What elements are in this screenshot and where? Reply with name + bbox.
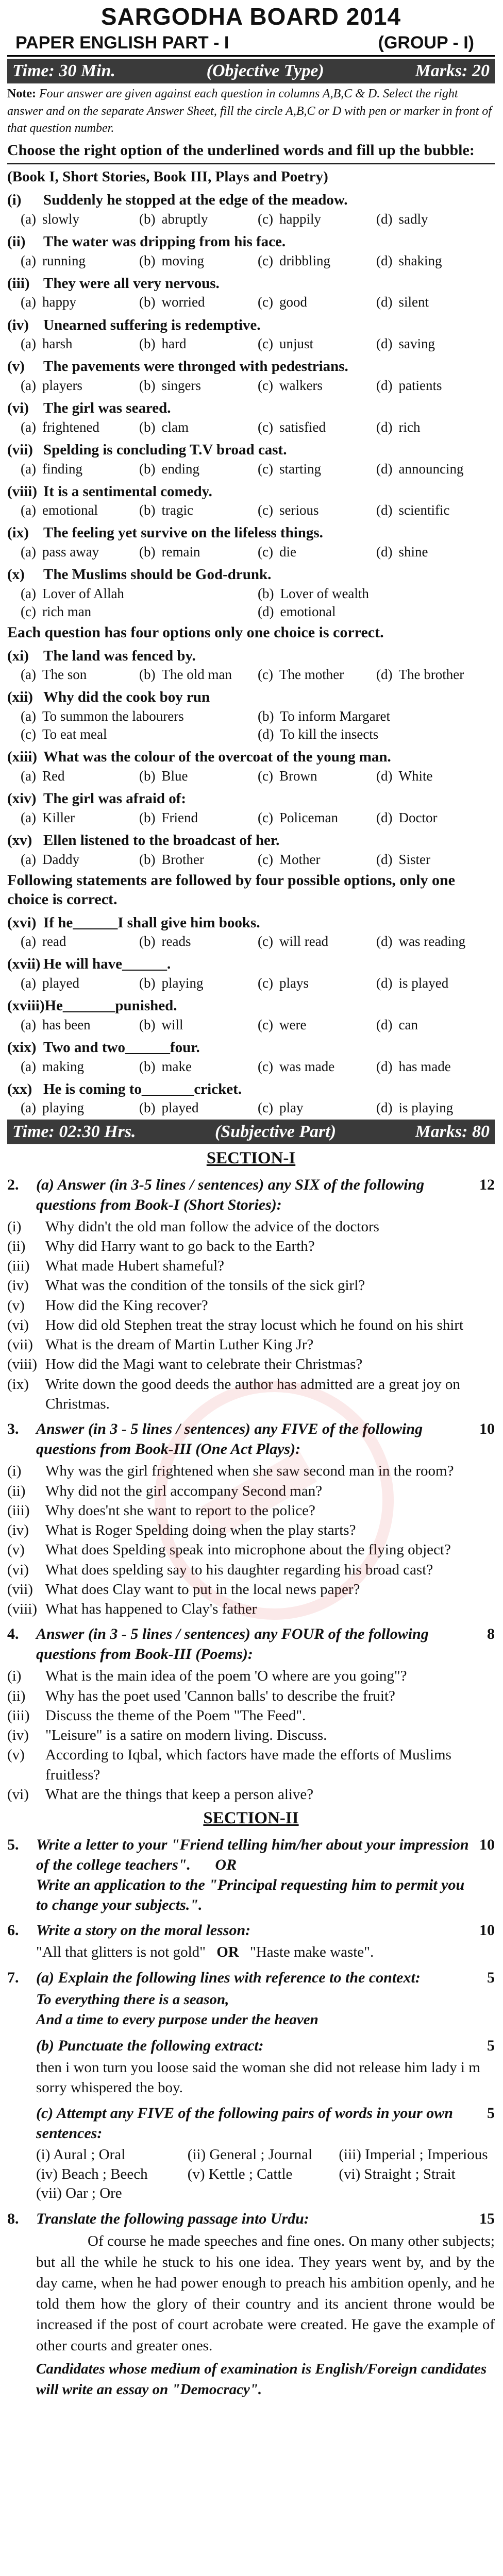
sub-question: (vi) How did old Stephen treat the stray locust which he found on his shirt: [7, 1316, 464, 1333]
question-group-b: [7, 647, 495, 684]
instruction-1: Choose the right option of the underlined words and fill up the bubble:: [7, 142, 475, 159]
sub-question: (iv) What is Roger Spelding doing when the play starts?: [7, 1522, 356, 1539]
question-group-d: [7, 913, 495, 1117]
option-b[interactable]: (b) To inform Margaret: [258, 708, 391, 724]
option-c[interactable]: (c) satisfied: [258, 419, 326, 435]
question-stem: The feeling yet survive on the lifeless things.: [43, 524, 323, 541]
question-number: (xiv): [7, 790, 37, 807]
option-b[interactable]: (b) played: [139, 1100, 199, 1116]
sub-question: (ii) Why did not the girl accompany Second man?: [7, 1482, 323, 1499]
option-a[interactable]: (a) playing: [21, 1100, 84, 1116]
q5-letter: Write a letter to your "Friend telling him/her about your impression of the college teachers".: [36, 1836, 469, 1874]
option-b[interactable]: (b) abruptly: [139, 211, 208, 227]
q6-heading: 6. Write a story on the moral lesson: 10: [7, 1920, 495, 1940]
question-number: (xvii): [7, 956, 41, 973]
question-number: (xiii): [7, 749, 37, 766]
option-d[interactable]: (d) Sister: [376, 851, 430, 867]
question-number: (viii): [7, 483, 37, 500]
question-stem: The land was fenced by.: [43, 647, 196, 664]
sub-question: (vi) What are the things that keep a person alive?: [7, 1786, 314, 1803]
option-d[interactable]: (d) silent: [376, 294, 429, 310]
option-c[interactable]: (c) Brown: [258, 768, 317, 784]
question-number: (xviii): [7, 997, 45, 1014]
q8-passage: Of course he made speeches and fine ones. On many other subjects; but all the while he stuck to his one idea. They years went by, and by the day came, when he had power enough to preach his ambition openly, and he told them how the glory of their country and its ancient throne would be increased if the post of court acrobate were created. He gave the example of other courts and greater ones.: [36, 2232, 495, 2354]
mcq-question: [7, 831, 495, 869]
question-stem: He_______punished.: [44, 997, 177, 1014]
board-title: SARGODHA BOARD 2014: [100, 3, 401, 30]
question-x: [7, 565, 495, 621]
objective-time: Time: 30 Min.: [12, 61, 115, 81]
word-pair: (i) Aural ; Oral: [36, 2146, 126, 2163]
question-stem: The girl was seared.: [43, 400, 171, 417]
question-number: (xii): [7, 689, 33, 706]
option-c[interactable]: (c) walkers: [258, 378, 323, 394]
option-d[interactable]: (d) To kill the insects: [258, 726, 379, 742]
q7a-heading: 7. (a) Explain the following lines with reference to the context: 5: [7, 1968, 495, 1988]
option-c[interactable]: (c) To eat meal: [21, 726, 107, 742]
question-stem: The pavements were thronged with pedestrians.: [43, 358, 348, 375]
q7b-marks: 5: [487, 2037, 495, 2054]
sub-question: (vii) What does Clay want to put in the local news paper?: [7, 1581, 360, 1598]
mcq-question: [7, 955, 495, 992]
option-c[interactable]: (c) Policeman: [258, 809, 338, 825]
subjective-time: Time: 02:30 Hrs.: [12, 1122, 136, 1141]
q2-items: [7, 1217, 495, 1414]
question-group-a: [7, 191, 495, 561]
option-c[interactable]: (c) unjust: [258, 336, 313, 352]
option-d[interactable]: (d) patients: [376, 378, 442, 394]
sub-question: (v) What does Spelding speak into microphone about the flying object?: [7, 1541, 451, 1558]
mcq-question: [7, 440, 495, 478]
question-stem: He is coming to_______cricket.: [43, 1080, 242, 1097]
mcq-question: [7, 523, 495, 561]
mcq-question: [7, 748, 495, 785]
question-number: (iv): [7, 316, 29, 333]
word-pair: (iv) Beach ; Beech: [36, 2165, 148, 2182]
question-number: (v): [7, 358, 25, 375]
option-d[interactable]: (d) can: [376, 1016, 418, 1032]
mcq-question: [7, 357, 495, 395]
option-c[interactable]: (c) were: [258, 1016, 307, 1032]
question-number: (xx): [7, 1080, 32, 1097]
question-stem: Why did the cook boy run: [43, 689, 210, 706]
mcq-question: [7, 232, 495, 270]
question-stem: The water was dripping from his face.: [43, 233, 286, 250]
q6-option-2: "Haste make waste".: [249, 1944, 374, 1961]
q5-marks: 10: [479, 1836, 495, 1854]
option-b[interactable]: (b) clam: [139, 419, 189, 435]
q4-heading: 4. Answer (in 3 - 5 lines / sentences) any FOUR of the following questions from Book-III (Poems): 8: [7, 1624, 495, 1664]
option-d[interactable]: (d) Doctor: [376, 809, 438, 825]
option-b[interactable]: (b) moving: [139, 252, 204, 268]
question-stem: He will have______.: [43, 956, 171, 973]
option-b[interactable]: (b) ending: [139, 461, 199, 477]
option-d[interactable]: (d) was reading: [376, 934, 466, 950]
q6-options: [7, 1942, 495, 1962]
q6-marks: 10: [479, 1922, 495, 1939]
section-2-heading: SECTION-II: [203, 1809, 299, 1828]
subjective-bar: [7, 1120, 495, 1144]
question-stem: What was the colour of the overcoat of the young man.: [43, 749, 391, 766]
books-heading: (Book I, Short Stories, Book III, Plays and Poetry): [7, 168, 328, 185]
option-d[interactable]: (d) has made: [376, 1058, 451, 1074]
option-a[interactable]: (a) Killer: [21, 809, 75, 825]
question-group-c: [7, 748, 495, 868]
option-b[interactable]: (b) The old man: [139, 667, 232, 683]
option-c[interactable]: (c) plays: [258, 975, 309, 991]
option-a[interactable]: (a) played: [21, 975, 79, 991]
question-stem: The Muslims should be God-drunk.: [43, 566, 272, 583]
question-stem: Unearned suffering is redemptive.: [43, 316, 261, 333]
q3-title: Answer (in 3 - 5 lines / sentences) any FIVE of the following questions from Book-III (One Act Plays):: [36, 1420, 423, 1458]
q7c-pairs: [7, 2145, 495, 2204]
sub-question: (iv) "Leisure" is a satire on modern living. Discuss.: [7, 1727, 327, 1744]
question-stem: They were all very nervous.: [43, 275, 220, 292]
subjective-marks: Marks: 80: [415, 1122, 490, 1141]
q5-or: OR: [215, 1856, 237, 1874]
option-a[interactable]: (a) players: [21, 378, 82, 394]
word-pair: (vi) Straight ; Strait: [339, 2165, 456, 2182]
option-a[interactable]: (a) harsh: [21, 336, 73, 352]
mcq-question: [7, 191, 495, 228]
option-d[interactable]: (d) shine: [376, 544, 428, 560]
subjective-type: (Subjective Part): [214, 1122, 337, 1141]
sub-question: (ii) Why did Harry want to go back to the Earth?: [7, 1238, 315, 1255]
q7a-marks: 5: [487, 1969, 495, 1987]
q6-option-1: "All that glitters is not gold": [36, 1944, 206, 1961]
q7a-line-2: And a time to every purpose under the heaven: [36, 2011, 318, 2028]
option-d[interactable]: (d) sadly: [376, 211, 428, 227]
q8-footer: Candidates whose medium of examination is English/Foreign candidates will write an essay on "Democracy".: [36, 2361, 487, 2398]
option-b[interactable]: (b) remain: [139, 544, 200, 560]
question-stem: Two and two______four.: [43, 1039, 200, 1056]
objective-bar: [7, 59, 495, 83]
mcq-question: [7, 789, 495, 827]
q6-title: Write a story on the moral lesson:: [36, 1922, 251, 1939]
option-a[interactable]: (a) Lover of Allah: [21, 585, 124, 601]
question-stem: If he______I shall give him books.: [43, 914, 260, 931]
objective-marks: Marks: 20: [415, 61, 490, 81]
mcq-question: [7, 913, 495, 951]
option-c[interactable]: (c) rich man: [21, 604, 92, 620]
word-pair: (iii) Imperial ; Imperious: [339, 2146, 488, 2163]
option-d[interactable]: (d) emotional: [258, 604, 336, 620]
q7c-marks: 5: [487, 2104, 495, 2122]
option-a[interactable]: (a) frightened: [21, 419, 99, 435]
option-a[interactable]: (a) slowly: [21, 211, 79, 227]
group-label: (GROUP - I): [378, 32, 474, 53]
q4-title: Answer (in 3 - 5 lines / sentences) any FOUR of the following questions from Book-III (Poems):: [36, 1625, 429, 1663]
question-xii: [7, 688, 495, 743]
question-number: (iii): [7, 275, 30, 292]
sub-question: (ix) Write down the good deeds the author has admitted are a great joy on Christmas.: [7, 1376, 460, 1413]
option-b[interactable]: (b) playing: [139, 975, 204, 991]
question-number: (ii): [7, 233, 26, 250]
option-d[interactable]: (d) White: [376, 768, 433, 784]
option-d[interactable]: (d) is played: [376, 975, 449, 991]
q7c-title: (c) Attempt any FIVE of the following pairs of words in your own sentences:: [36, 2104, 453, 2142]
option-b[interactable]: (b) reads: [139, 934, 191, 950]
option-c[interactable]: (c) dribbling: [258, 252, 330, 268]
option-c[interactable]: (c) serious: [258, 502, 319, 518]
option-b[interactable]: (b) singers: [139, 378, 201, 394]
q6-or: OR: [216, 1944, 239, 1961]
option-b[interactable]: (b) tragic: [139, 502, 193, 518]
mcq-question: [7, 1080, 495, 1117]
option-c[interactable]: (c) play: [258, 1100, 304, 1116]
question-stem: The girl was afraid of:: [43, 790, 187, 807]
sub-question: (v) How did the King recover?: [7, 1297, 208, 1314]
word-pair: (ii) General ; Journal: [187, 2146, 313, 2163]
option-a[interactable]: (a) read: [21, 934, 66, 950]
q5-heading: 5. Write a letter to your "Friend telling him/her about your impression of the college teachers". OR Write an application to the "Principal requesting him to permit you to change your subjects.". 10: [7, 1835, 495, 1915]
q7a-line-1: To everything there is a season,: [36, 1991, 229, 2008]
option-b[interactable]: (b) will: [139, 1016, 183, 1032]
q3-items: [7, 1461, 495, 1619]
sub-question: (v) According to Iqbal, which factors have made the efforts of Muslims fruitless?: [7, 1747, 451, 1783]
option-c[interactable]: (c) was made: [258, 1058, 335, 1074]
option-a[interactable]: (a) Daddy: [21, 851, 79, 867]
q3-marks: 10: [479, 1420, 495, 1438]
q7b-text: then i won turn you loose said the woman she did not release him lady i m sorry whispered the boy.: [36, 2059, 480, 2096]
option-d[interactable]: (d) rich: [376, 419, 421, 435]
sub-question: (vi) What does spelding say to his daughter regarding his broad cast?: [7, 1561, 433, 1578]
option-c[interactable]: (c) will read: [258, 934, 329, 950]
q8-title: Translate the following passage into Urdu:: [36, 2210, 309, 2227]
option-d[interactable]: (d) scientific: [376, 502, 450, 518]
q5-application: Write an application to the "Principal requesting him to permit you to change your subjects.".: [36, 1876, 465, 1914]
instruction-3: Following statements are followed by four possible options, only one choice is correct.: [7, 871, 455, 908]
option-d[interactable]: (d) The brother: [376, 667, 464, 683]
option-b[interactable]: (b) Friend: [139, 809, 198, 825]
q2-title: (a) Answer (in 3-5 lines / sentences) any SIX of the following questions from Book-I (Short Stories):: [36, 1176, 425, 1213]
q4-items: [7, 1666, 495, 1804]
mcq-question: [7, 1038, 495, 1076]
sub-question: (iii) What made Hubert shameful?: [7, 1258, 225, 1275]
question-number: (xi): [7, 647, 29, 664]
sub-question: (viii) How did the Magi want to celebrate their Christmas?: [7, 1356, 363, 1373]
option-d[interactable]: (d) is playing: [376, 1100, 454, 1116]
option-a[interactable]: (a) The son: [21, 667, 87, 683]
question-stem: Ellen listened to the broadcast of her.: [43, 832, 280, 849]
sub-question: (i) What is the main idea of the poem 'O where are you going"?: [7, 1668, 407, 1685]
question-stem: Suddenly he stopped at the edge of the meadow.: [43, 192, 348, 209]
word-pair: (v) Kettle ; Cattle: [187, 2165, 293, 2182]
note-label: Note:: [7, 87, 36, 101]
q7b-heading: [7, 2036, 495, 2056]
option-b[interactable]: (b) Lover of wealth: [258, 585, 369, 601]
sub-question: (iii) Why does'nt she want to report to the police?: [7, 1502, 315, 1519]
mcq-question: [7, 316, 495, 353]
question-stem: It is a sentimental comedy.: [43, 483, 212, 500]
option-c[interactable]: (c) good: [258, 294, 307, 310]
paper-title: PAPER ENGLISH PART - I: [15, 32, 229, 53]
mcq-question: [7, 996, 495, 1034]
option-b[interactable]: (b) Blue: [139, 768, 188, 784]
question-number: (vii): [7, 441, 33, 458]
question-number: (xv): [7, 832, 32, 849]
option-a[interactable]: (a) emotional: [21, 502, 98, 518]
option-a[interactable]: (a) pass away: [21, 544, 99, 560]
sub-question: (iv) What was the condition of the tonsils of the sick girl?: [7, 1277, 365, 1294]
question-number: (ix): [7, 524, 29, 541]
note: [7, 86, 495, 138]
mcq-question: [7, 482, 495, 520]
option-b[interactable]: (b) hard: [139, 336, 187, 352]
option-d[interactable]: (d) saving: [376, 336, 435, 352]
option-a[interactable]: (a) Red: [21, 768, 65, 784]
question-number: (x): [7, 566, 25, 583]
question-stem: Spelding is concluding T.V broad cast.: [43, 441, 287, 458]
option-a[interactable]: (a) has been: [21, 1016, 91, 1032]
instruction-2: Each question has four options only one choice is correct.: [7, 624, 384, 641]
q2-marks: 12: [479, 1176, 495, 1193]
mcq-question: [7, 647, 495, 684]
q2-heading: 2. (a) Answer (in 3-5 lines / sentences) any SIX of the following questions from Book-I (Short Stories): 12: [7, 1175, 495, 1215]
paper-line: [7, 30, 495, 57]
option-a[interactable]: (a) To summon the labourers: [21, 708, 184, 724]
q7b-title: (b) Punctuate the following extract:: [36, 2037, 264, 2054]
q4-marks: 8: [487, 1625, 495, 1643]
option-c[interactable]: (c) die: [258, 544, 296, 560]
q8-heading: 8. Translate the following passage into Urdu: 15: [7, 2209, 495, 2229]
sub-question: (i) Why was the girl frightened when she saw second man in the room?: [7, 1463, 454, 1480]
option-b[interactable]: (b) worried: [139, 294, 205, 310]
sub-question: (vii) What is the dream of Martin Luther King Jr?: [7, 1336, 314, 1353]
question-number: (xix): [7, 1039, 37, 1056]
option-c[interactable]: (c) Mother: [258, 851, 321, 867]
objective-type: (Objective Type): [206, 61, 324, 81]
option-c[interactable]: (c) The mother: [258, 667, 344, 683]
option-b[interactable]: (b) make: [139, 1058, 192, 1074]
q8-marks: 15: [479, 2210, 495, 2227]
section-1-heading: SECTION-I: [206, 1148, 296, 1167]
option-d[interactable]: (d) shaking: [376, 252, 442, 268]
sub-question: (iii) Discuss the theme of the Poem "The Feed".: [7, 1707, 306, 1724]
note-text: Four answer are given against each question in columns A,B,C & D. Select the right answer and on the separate Answer Sheet, fill the circle A,B,C or D with pen or marker in front of that question number.: [7, 87, 492, 135]
option-b[interactable]: (b) Brother: [139, 851, 204, 867]
option-a[interactable]: (a) making: [21, 1058, 84, 1074]
sub-question: (ii) Why has the poet used 'Cannon balls' to describe the fruit?: [7, 1687, 395, 1704]
sub-question: (i) Why didn't the old man follow the advice of the doctors: [7, 1218, 379, 1235]
question-number: (xvi): [7, 914, 37, 931]
option-d[interactable]: (d) announcing: [376, 461, 464, 477]
option-c[interactable]: (c) happily: [258, 211, 321, 227]
sub-question: (viii) What has happened to Clay's father: [7, 1601, 257, 1618]
option-a[interactable]: (a) finding: [21, 461, 82, 477]
option-c[interactable]: (c) starting: [258, 461, 321, 477]
option-a[interactable]: (a) running: [21, 252, 86, 268]
option-a[interactable]: (a) happy: [21, 294, 76, 310]
mcq-question: [7, 274, 495, 312]
question-number: (vi): [7, 400, 29, 417]
q7a-title: (a) Explain the following lines with reference to the context:: [36, 1969, 421, 1987]
q3-heading: 3. Answer (in 3 - 5 lines / sentences) any FIVE of the following questions from Book-III (One Act Plays): 10: [7, 1419, 495, 1459]
q7c-heading: [7, 2103, 495, 2143]
question-number: (i): [7, 192, 22, 209]
divider: [7, 163, 495, 164]
mcq-question: [7, 399, 495, 436]
word-pair: (vii) Oar ; Ore: [36, 2185, 122, 2202]
